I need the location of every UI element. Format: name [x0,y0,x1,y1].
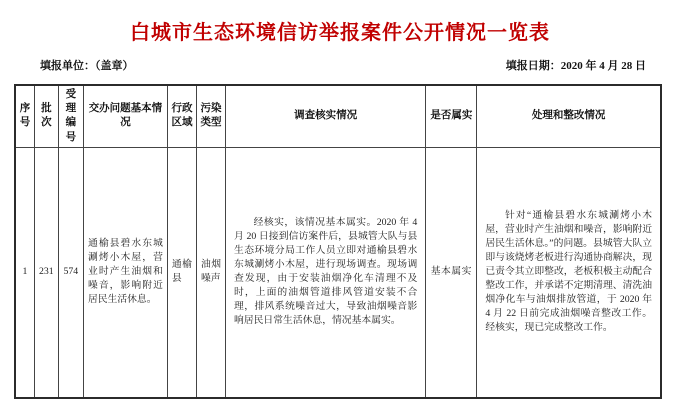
col-header-verified: 是否属实 [426,85,477,147]
table-header-row [15,85,661,147]
col-header-problem: 交办问题基本情况 [83,85,167,147]
page-title: 白城市生态环境信访举报案件公开情况一览表 [130,20,550,44]
col-header-region: 行政区域 [167,85,196,147]
cell-pollution-type: 油烟噪声 [196,147,225,398]
reporting-unit-label: 填报单位：（盖章） [40,60,134,72]
case-row [15,147,661,398]
meta-row [0,57,680,73]
cases-table [14,84,662,399]
reporting-date-label: 填报日期：2020 年 4 月 28 日 [505,60,646,72]
cell-investigation: 经核实，该情况基本属实。2020 年 4 月 20 日接到信访案件后，县城管大队与县生态环境分局工作人员立即对通榆县碧水东城涮烤小木屋，进行现场调查。现场调查发现，由于安装油烟净化车清理不及时，上面的油烟管道排风管道安装不合理，排风系统噪音过大，导致油烟噪音影响居民日常生活休息，情况基本属实。 [226,147,426,398]
col-header-handling: 处理和整改情况 [477,85,661,147]
col-header-pollution-type: 污染类型 [196,85,225,147]
col-header-seq: 序号 [15,85,34,147]
col-header-investigation: 调查核实情况 [226,85,426,147]
cell-problem: 通榆县碧水东城涮烤小木屋，营业时产生油烟和噪音，影响附近居民生活休息。 [83,147,167,398]
cell-batch: 231 [34,147,58,398]
cell-region: 通榆县 [167,147,196,398]
cell-case-no: 574 [58,147,83,398]
cell-verified: 基本属实 [426,147,477,398]
col-header-batch: 批次 [34,85,58,147]
cell-seq: 1 [15,147,34,398]
cell-handling: 针对“通榆县碧水东城涮烤小木屋，营业时产生油烟和噪音，影响附近居民生活休息。”的问题。县城管大队立即与该烧烤老板进行沟通协商解决，现已责令其立即整改，老板积极主动配合整改工作，并承诺不定期清理、清洗油烟净化车与油烟排放管道，于 2020 年 4 月 22 日前完成油烟噪音整改工作。经核实，现已完成整改工作。 [477,147,661,398]
col-header-case-no: 受理编号 [58,85,83,147]
